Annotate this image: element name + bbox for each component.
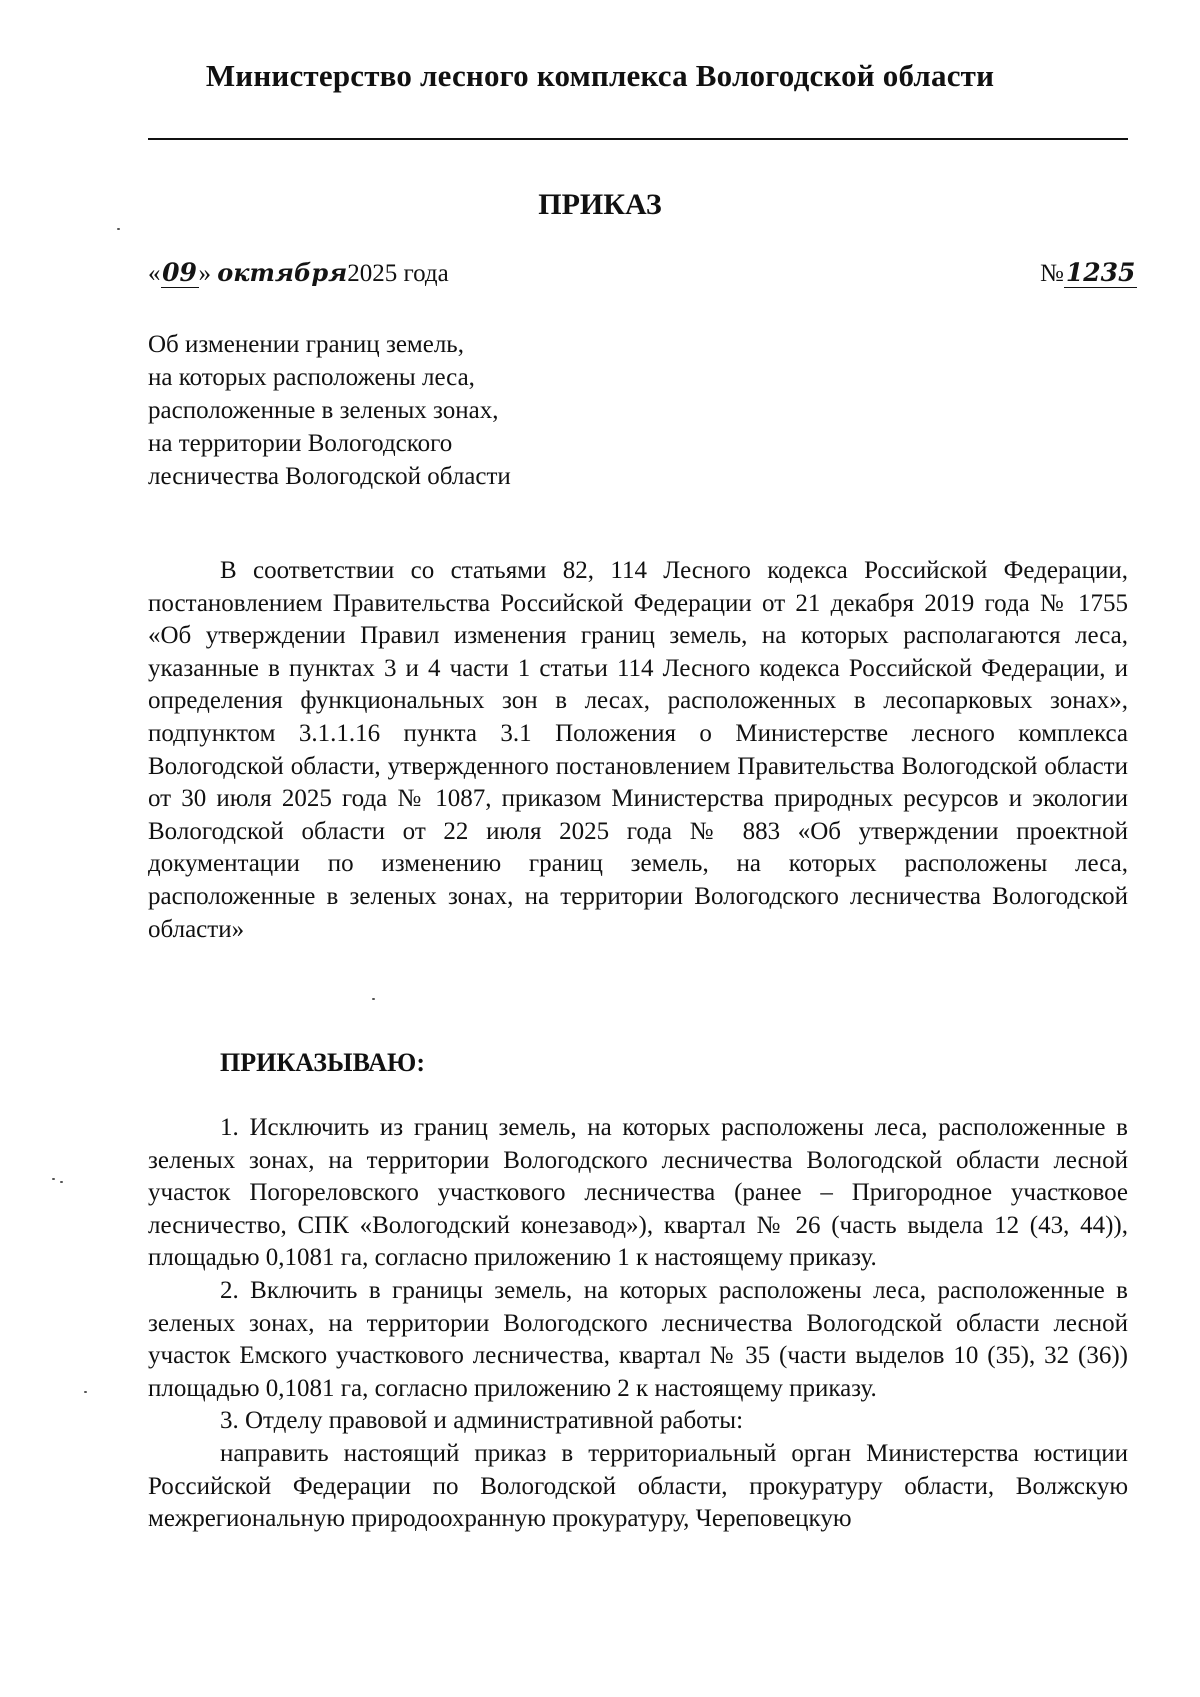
order-item-1: 1. Исключить из границ земель, на которых расположены леса, расположенные в зеленых зонах, на территории Вологодского лесничества Вологодской области лесной участок Погореловского участкового лесничества (ранее – Пригородное участковое лесничество, СПК «Вологодский конезавод»), квартал № 26 (часть выдела 12 (43, 44)), площадью 0,1081 га, согласно приложению 1 к настоящему приказу.	[148, 1114, 1128, 1272]
date-month: октября	[217, 258, 348, 287]
date-year: 2025 года	[347, 260, 449, 287]
order-item-3-text: направить настоящий приказ в территориальный орган Министерства юстиции Российской Федерации по Вологодской области, прокуратуру области, Волжскую межрегиональную природоохранную прокуратуру, Череповецкую	[148, 1439, 1128, 1533]
order-items	[148, 1112, 1128, 1536]
scan-speck	[117, 228, 120, 230]
scan-speck	[372, 998, 375, 1000]
scan-speck	[52, 1178, 55, 1180]
scan-speck	[60, 1181, 63, 1183]
number-value: 1235	[1065, 258, 1136, 287]
date-open-quote: «	[148, 260, 161, 287]
order-subject	[148, 328, 708, 493]
subject-line: расположенные в зеленых зонах,	[148, 397, 499, 424]
order-number	[1040, 258, 1137, 288]
scan-speck	[84, 1391, 87, 1393]
subject-line: Об изменении границ земель,	[148, 331, 464, 358]
preamble-paragraph: В соответствии со статьями 82, 114 Лесного кодекса Российской Федерации, постановлением Правительства Российской Федерации от 21 декабря 2019 года № 1755 «Об утверждении Правил изменения границ земель, на которых располагаются леса, указанные в пунктах 3 и 4 части 1 статьи 114 Лесного кодекса Российской Федерации, и определения функциональных зон в лесах, расположенных в лесопарковых зонах», подпунктом 3.1.1.16 пункта 3.1 Положения о Министерстве лесного комплекса Вологодской области, утвержденного постановлением Правительства Вологодской области от 30 июля 2025 года № 1087, приказом Министерства природных ресурсов и экологии Вологодской области от 22 июля 2025 года № 883 «Об утверждении проектной документации по изменению границ земель, на которых расположены леса, расположенные в зеленых зонах, на территории Вологодского лесничества Вологодской области»	[148, 557, 1128, 943]
order-date	[148, 258, 449, 288]
order-directive-heading: ПРИКАЗЫВАЮ:	[220, 1048, 425, 1077]
number-label: №	[1040, 260, 1064, 287]
ministry-title: Министерство лесного комплекса Вологодской области	[205, 58, 995, 93]
preamble	[148, 555, 1128, 946]
order-item-3: 3. Отделу правовой и административной работы:	[220, 1407, 744, 1435]
subject-line: лесничества Вологодской области	[148, 463, 511, 490]
header-divider	[148, 138, 1128, 140]
date-close-quote: »	[198, 260, 211, 287]
order-item-2: 2. Включить в границы земель, на которых расположены леса, расположенные в зеленых зонах, на территории Вологодского лесничества Вологодской области лесной участок Емского участкового лесничества, квартал № 35 (части выделов 10 (35), 32 (36)) площадью 0,1081 га, согласно приложению 2 к настоящему приказу.	[148, 1276, 1128, 1402]
document-type: ПРИКАЗ	[538, 188, 662, 221]
date-day: 09	[162, 258, 197, 287]
subject-line: на территории Вологодского	[148, 430, 453, 457]
subject-line: на которых расположены леса,	[148, 364, 475, 391]
